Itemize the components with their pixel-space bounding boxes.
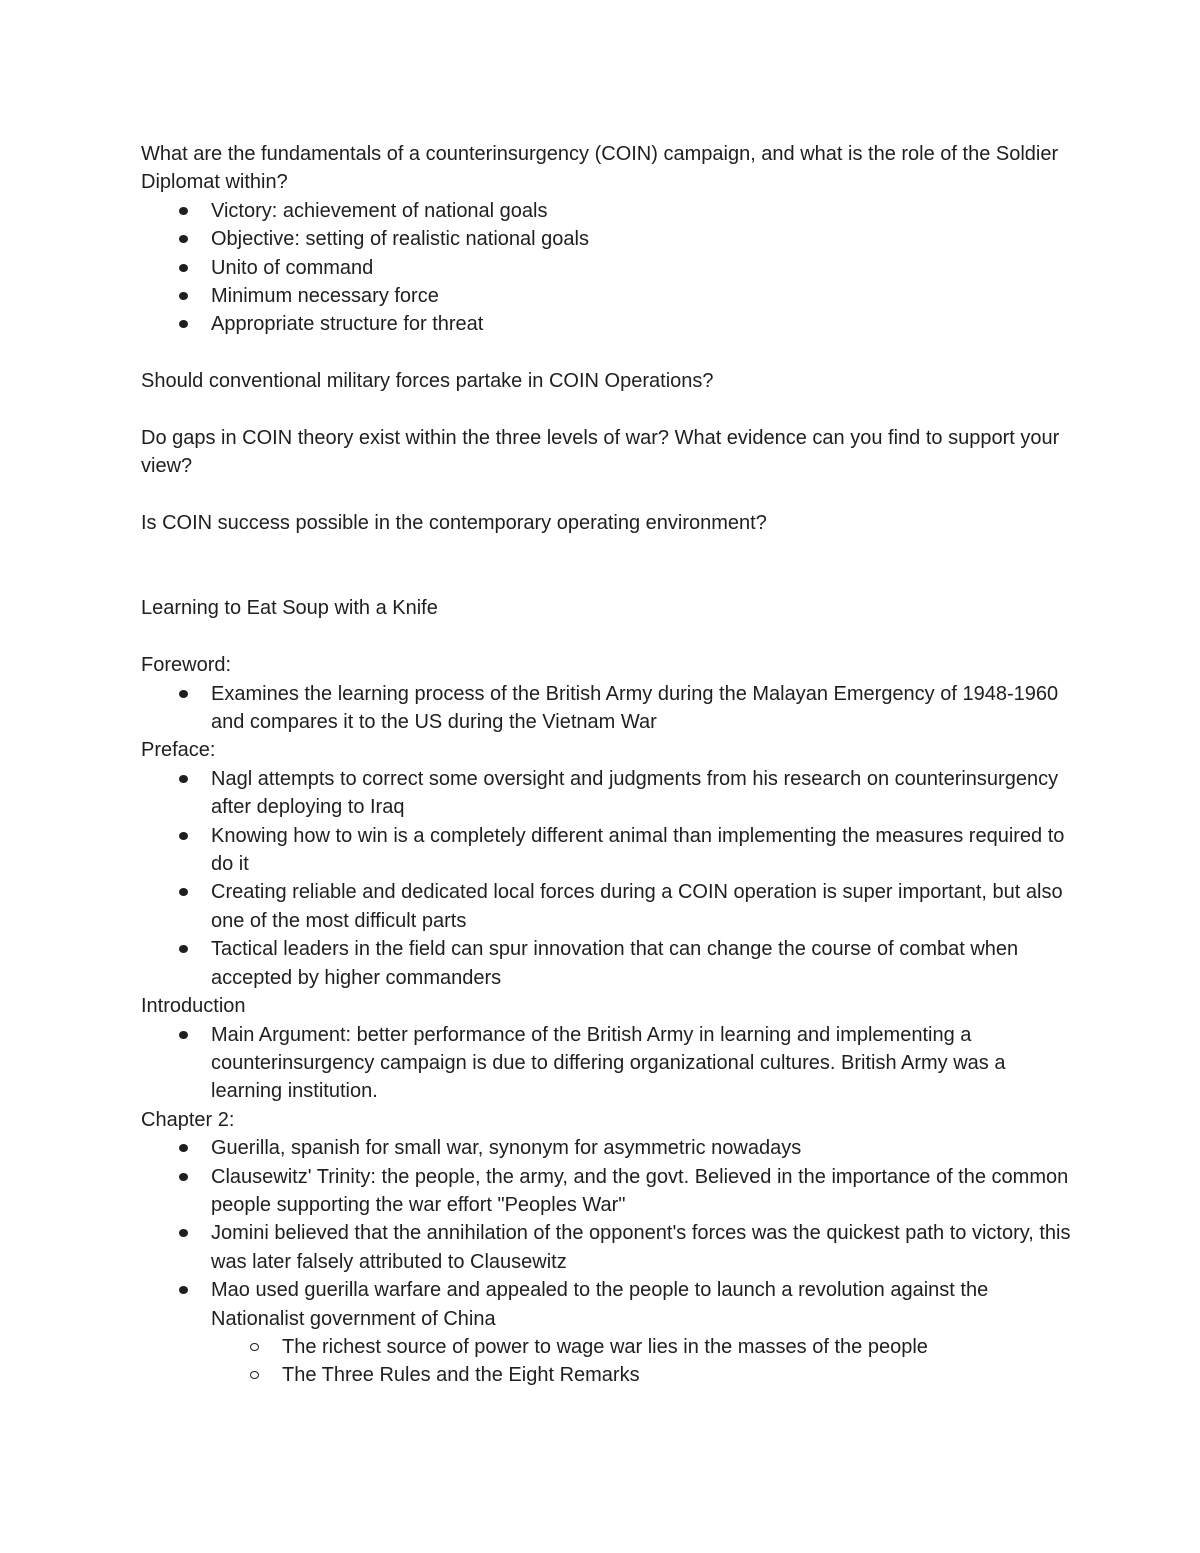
list-item: Victory: achievement of national goals (141, 197, 1071, 225)
list-item: Mao used guerilla warfare and appealed to the people to launch a revolution against the Nationalist government of China (141, 1276, 1071, 1333)
list-item: Unito of command (141, 254, 1071, 282)
bullet-icon (179, 945, 188, 953)
list-item: Knowing how to win is a completely different animal than implementing the measures required to do it (141, 822, 1071, 879)
list-item: Examines the learning process of the British Army during the Malayan Emergency of 1948-1960 and compares it to the US during the Vietnam War (141, 680, 1071, 737)
list-item: Jomini believed that the annihilation of the opponent's forces was the quickest path to victory, this was later falsely attributed to Clausewitz (141, 1219, 1071, 1276)
book-title: Learning to Eat Soup with a Knife (141, 597, 438, 620)
bullet-icon (179, 832, 188, 840)
bullet-icon (179, 320, 188, 328)
bullet-icon (179, 1031, 188, 1039)
bullet-icon (179, 888, 188, 896)
document-body (141, 140, 1071, 1390)
bullet-icon (179, 292, 188, 300)
chapter2-list (141, 1134, 1071, 1333)
bullet-icon (179, 1229, 188, 1237)
bullet-icon (179, 1173, 188, 1181)
introduction-list (141, 1021, 1071, 1106)
hollow-bullet-icon (250, 1371, 259, 1379)
hollow-bullet-icon (250, 1343, 259, 1351)
intro-question: What are the fundamentals of a counterinsurgency (COIN) campaign, and what is the role of the Soldier Diplomat within? (141, 143, 1059, 194)
spacer (141, 396, 1071, 424)
spacer (141, 481, 1071, 509)
bullet-icon (179, 1286, 188, 1294)
bullet-icon (179, 1144, 188, 1152)
bullet-icon (179, 235, 188, 243)
list-item: Nagl attempts to correct some oversight and judgments from his research on counterinsurgency after deploying to Iraq (141, 765, 1071, 822)
list-item: Objective: setting of realistic national goals (141, 225, 1071, 253)
list-item: Tactical leaders in the field can spur innovation that can change the course of combat when accepted by higher commanders (141, 935, 1071, 992)
mao-sublist (141, 1333, 1071, 1390)
bullet-icon (179, 775, 188, 783)
sub-list-item: The richest source of power to wage war lies in the masses of the people (141, 1333, 1071, 1361)
chapter2-heading: Chapter 2: (141, 1108, 235, 1131)
introduction-heading: Introduction (141, 995, 246, 1018)
question-conventional: Should conventional military forces partake in COIN Operations? (141, 370, 714, 393)
bullet-icon (179, 207, 188, 215)
question-success: Is COIN success possible in the contemporary operating environment? (141, 512, 767, 535)
foreword-heading: Foreword: (141, 654, 232, 677)
preface-heading: Preface: (141, 739, 216, 762)
foreword-list (141, 680, 1071, 737)
spacer (141, 538, 1071, 595)
list-item: Appropriate structure for threat (141, 310, 1071, 338)
fundamentals-list (141, 197, 1071, 339)
bullet-icon (179, 264, 188, 272)
list-item: Creating reliable and dedicated local forces during a COIN operation is super important, but also one of the most difficult parts (141, 878, 1071, 935)
spacer (141, 623, 1071, 651)
list-item: Guerilla, spanish for small war, synonym for asymmetric nowadays (141, 1134, 1071, 1162)
sub-list-item: The Three Rules and the Eight Remarks (141, 1361, 1071, 1389)
preface-list (141, 765, 1071, 992)
list-item: Main Argument: better performance of the British Army in learning and implementing a counterinsurgency campaign is due to differing organizational cultures. British Army was a learning institution. (141, 1021, 1071, 1106)
list-item: Minimum necessary force (141, 282, 1071, 310)
question-gaps: Do gaps in COIN theory exist within the three levels of war? What evidence can you find to support your view? (141, 427, 1060, 478)
bullet-icon (179, 690, 188, 698)
spacer (141, 339, 1071, 367)
list-item: Clausewitz' Trinity: the people, the army, and the govt. Believed in the importance of the common people supporting the war effort "Peoples War" (141, 1163, 1071, 1220)
